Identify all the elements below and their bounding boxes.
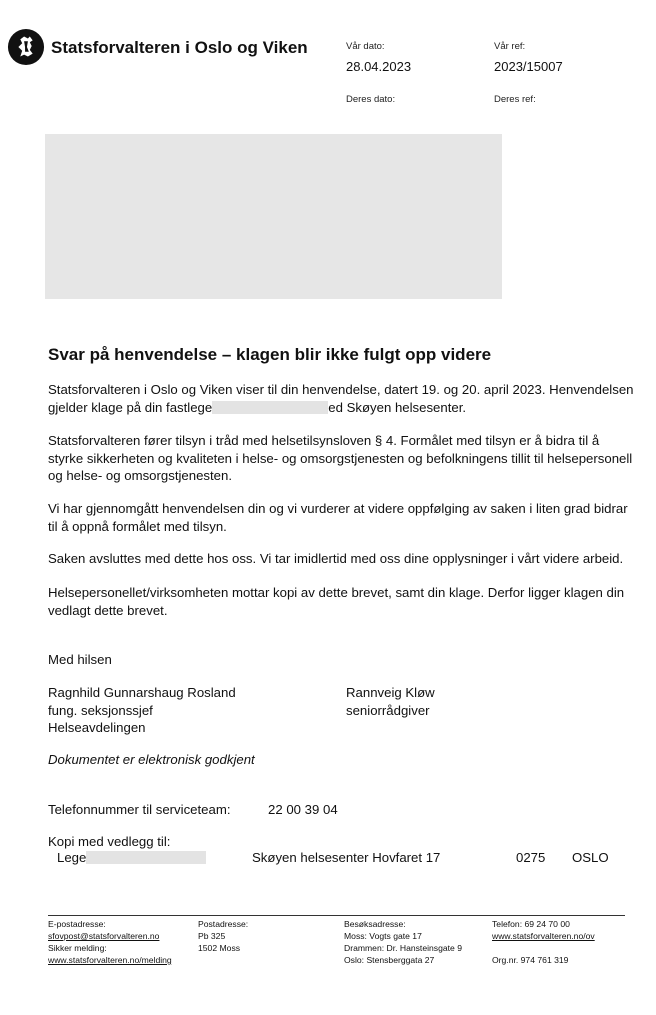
signer-1-dept: Helseavdelingen <box>48 720 146 735</box>
letter-title: Svar på henvendelse – klagen blir ikke fulgt opp videre <box>48 345 492 364</box>
greeting: Med hilsen <box>48 652 112 667</box>
visit-label: Besøksadresse: <box>344 919 406 929</box>
org-number: Org.nr. 974 761 319 <box>492 955 569 965</box>
footer-col-visit <box>344 918 462 966</box>
postal-label: Postadresse: <box>198 919 249 929</box>
paragraph-2 <box>48 432 633 485</box>
signer-2 <box>346 684 435 719</box>
footer-col-postal <box>198 918 248 954</box>
paragraph-line: vedlagt dette brevet. <box>48 602 168 618</box>
visit-drammen: Drammen: Dr. Hansteinsgate 9 <box>344 943 462 953</box>
website-link[interactable]: www.statsforvalteren.no/ov <box>492 931 595 941</box>
signer-1 <box>48 684 236 737</box>
approval-note: Dokumentet er elektronisk godkjent <box>48 752 255 767</box>
paragraph-1 <box>48 381 633 416</box>
signer-1-name: Ragnhild Gunnarshaug Rosland <box>48 685 236 700</box>
signer-1-title: fung. seksjonssjef <box>48 702 153 718</box>
footer-phone: Telefon: 69 24 70 00 <box>492 919 570 929</box>
redacted-name <box>212 401 328 414</box>
visit-oslo: Oslo: Stensberggata 27 <box>344 955 435 965</box>
paragraph-line: Helsepersonellet/virksomheten mottar kopi av dette brevet, samt din klage. Derfor ligger klagen din <box>48 585 625 600</box>
footer-col-phone <box>492 918 595 966</box>
copy-recipient <box>57 850 206 865</box>
postal-box: Pb 325 <box>198 931 226 941</box>
redacted-recipient-name <box>86 851 206 864</box>
redacted-address-block <box>45 134 502 299</box>
our-ref-value: 2023/15007 <box>494 59 563 74</box>
our-ref-label: Vår ref: <box>494 41 526 52</box>
copy-address: Skøyen helsesenter Hovfaret 17 <box>252 850 441 865</box>
visit-moss: Moss: Vogts gate 17 <box>344 931 422 941</box>
org-name: Statsforvalteren i Oslo og Viken <box>51 38 308 57</box>
paragraph-text: ed Skøyen helsesenter. <box>328 399 467 415</box>
paragraph-line: Statsforvalteren i Oslo og Viken viser til din henvendelse, datert 19. og 20. april 2023. Henvendelsen <box>48 382 634 397</box>
paragraph-line: Statsforvalteren fører tilsyn i tråd med helsetilsynsloven § 4. Formålet med tilsyn er å bidra til å <box>48 433 600 448</box>
paragraph-3 <box>48 500 633 535</box>
footer-divider <box>48 915 625 916</box>
our-date-label: Vår dato: <box>346 41 385 52</box>
copy-postal-code: 0275 <box>516 850 546 865</box>
postal-city: 1502 Moss <box>198 943 241 953</box>
paragraph-4 <box>48 550 633 568</box>
email-link[interactable]: sfovpost@statsforvalteren.no <box>48 931 160 941</box>
signer-2-name: Rannveig Kløw <box>346 685 435 700</box>
copy-city: OSLO <box>572 850 609 865</box>
signer-2-title: seniorrådgiver <box>346 702 430 718</box>
coat-of-arms-logo-icon <box>7 28 45 66</box>
paragraph-line: styrke sikkerheten og kvaliteten i helse- og omsorgstjenesten og befolkningens tillit til helsepersonell <box>48 450 633 466</box>
your-date-label: Deres dato: <box>346 94 396 105</box>
secure-message-label: Sikker melding: <box>48 943 107 953</box>
email-label: E-postadresse: <box>48 919 106 929</box>
paragraph-line <box>48 399 633 417</box>
our-date-value: 28.04.2023 <box>346 59 412 74</box>
service-phone-label: Telefonnummer til serviceteam: <box>48 802 231 817</box>
paragraph-line: Vi har gjennomgått henvendelsen din og vi vurderer at videre oppfølging av saken i liten grad bidrar <box>48 501 628 516</box>
copy-recipient-prefix: Lege <box>57 850 87 865</box>
paragraph-line: og helse- og omsorgstjenesten. <box>48 468 233 484</box>
paragraph-text: gjelder klage på din fastlege <box>48 399 213 415</box>
paragraph-5 <box>48 584 633 619</box>
service-phone-value: 22 00 39 04 <box>268 802 338 817</box>
paragraph-line: Saken avsluttes med dette hos oss. Vi tar imidlertid med oss dine opplysninger i vårt videre arbeid. <box>48 551 624 566</box>
your-ref-label: Deres ref: <box>494 94 536 105</box>
paragraph-line: til å oppnå formålet med tilsyn. <box>48 518 227 534</box>
secure-message-link[interactable]: www.statsforvalteren.no/melding <box>48 955 172 965</box>
footer-col-email <box>48 918 172 966</box>
copy-label: Kopi med vedlegg til: <box>48 834 171 849</box>
